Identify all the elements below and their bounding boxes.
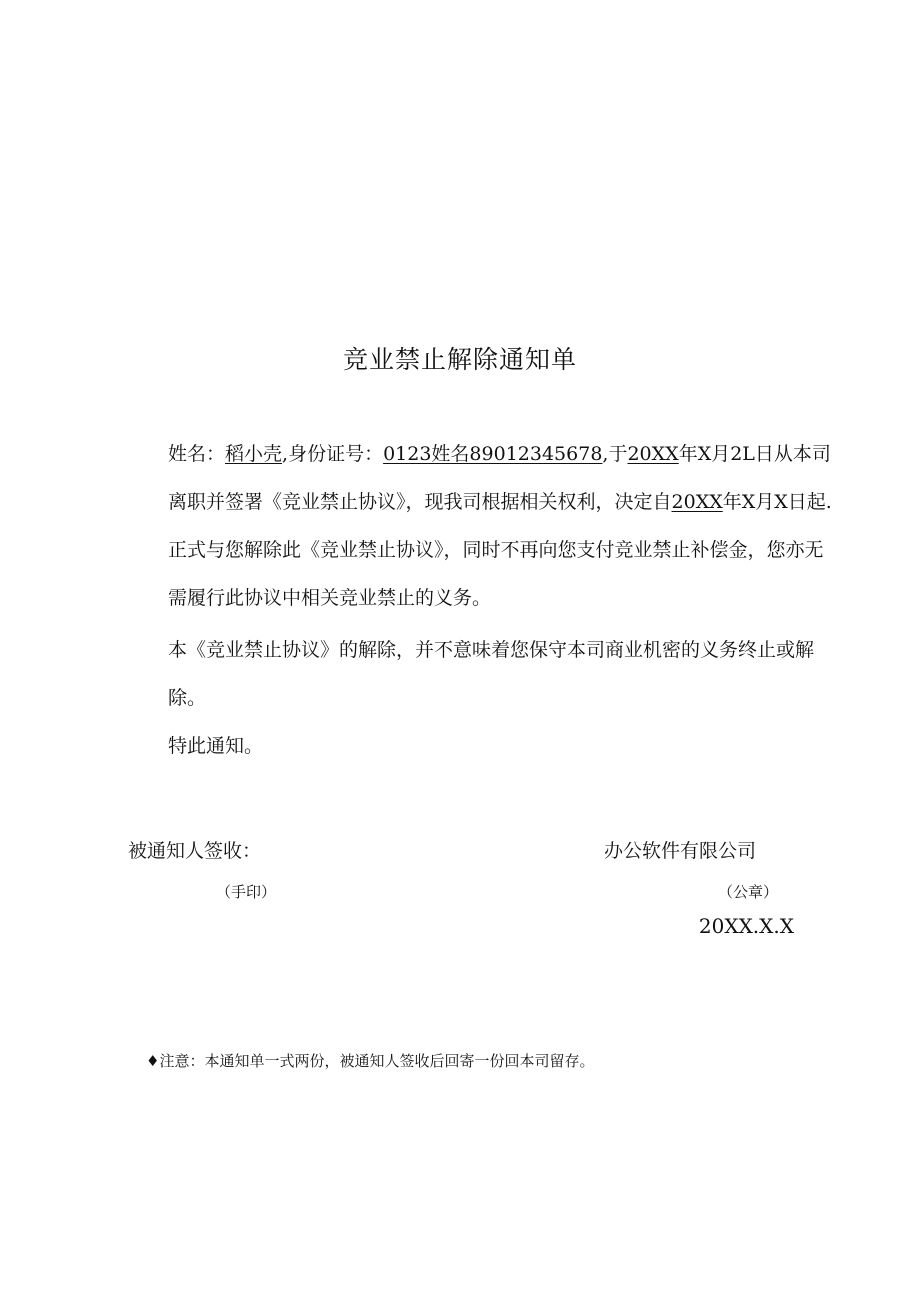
document-date: 20XX.X.X bbox=[698, 914, 794, 938]
seal-label: （公章） bbox=[718, 883, 779, 901]
handprint-label: （手印） bbox=[216, 883, 277, 901]
company-name: 办公软件有限公司 bbox=[604, 840, 757, 862]
effective-year: 20XX bbox=[671, 491, 723, 513]
paragraph1-text-b: 年X月X日起.正式与您解除此《竞业禁止协议》，同时不再向您支付竞业禁止补偿金，您亦无需履行此协议中相关竞业禁止的义务。 bbox=[168, 491, 832, 609]
recipient-name: 稻小壳 bbox=[225, 443, 283, 465]
document-title: 竞业禁止解除通知单 bbox=[342, 345, 577, 374]
date-prefix: ,于 bbox=[602, 443, 628, 465]
paragraph-closing: 特此通知。 bbox=[168, 735, 264, 757]
id-number: 0123姓名89012345678 bbox=[383, 443, 603, 465]
recipient-signature-label: 被通知人签收： bbox=[128, 840, 262, 862]
paragraph-notice-body bbox=[128, 430, 836, 622]
resign-year: 20XX bbox=[627, 443, 679, 465]
paragraph-confidentiality: 本《竞业禁止协议》的解除，并不意味着您保守本司商业机密的义务终止或解除。 bbox=[168, 639, 815, 709]
paragraph1-text-a: 年X月2L日从本司离职并签署《竞业禁止协议》，现我司根据相关权利，决定自 bbox=[168, 443, 831, 513]
id-label: ,身份证号： bbox=[282, 443, 384, 465]
footnote: ♦注意：本通知单一式两份，被通知人签收后回寄一份回本司留存。 bbox=[146, 1052, 595, 1070]
name-label: 姓名： bbox=[168, 443, 226, 465]
